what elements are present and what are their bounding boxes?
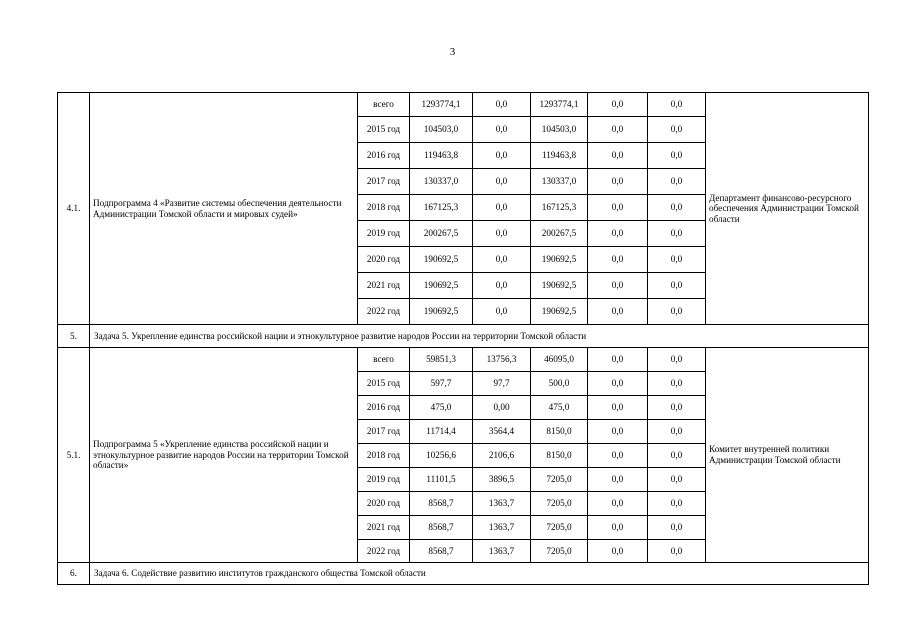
value-cell: 0,0: [473, 221, 531, 247]
value-cell: 0,0: [588, 492, 648, 516]
value-cell: 0,0: [588, 348, 648, 372]
value-cell: 0,0: [588, 221, 648, 247]
value-cell: 500,0: [531, 372, 588, 396]
period-cell: 2019 год: [358, 468, 410, 492]
value-cell: 0,0: [648, 468, 706, 492]
period-cell: 2016 год: [358, 396, 410, 420]
value-cell: 0,0: [588, 93, 648, 117]
value-cell: 0,0: [588, 273, 648, 299]
value-cell: 0,0: [648, 93, 706, 117]
value-cell: 2106,6: [473, 444, 531, 468]
value-cell: 0,0: [588, 247, 648, 273]
task-number: 6.: [58, 563, 90, 585]
responsible-department: Департамент финансово-ресурсного обеспечения Администрации Томской области: [706, 93, 869, 325]
period-cell: 2022 год: [358, 299, 410, 325]
value-cell: 11714,4: [410, 420, 473, 444]
value-cell: 0,0: [473, 143, 531, 169]
value-cell: 0,0: [588, 420, 648, 444]
period-cell: 2016 год: [358, 143, 410, 169]
value-cell: 0,0: [588, 444, 648, 468]
value-cell: 597,7: [410, 372, 473, 396]
value-cell: 0,0: [588, 195, 648, 221]
table-row: [58, 348, 869, 372]
value-cell: 130337,0: [410, 169, 473, 195]
value-cell: 8568,7: [410, 540, 473, 563]
value-cell: 190692,5: [410, 299, 473, 325]
value-cell: 7205,0: [531, 468, 588, 492]
period-cell: всего: [358, 93, 410, 117]
value-cell: 130337,0: [531, 169, 588, 195]
value-cell: 8150,0: [531, 444, 588, 468]
period-cell: 2021 год: [358, 273, 410, 299]
value-cell: 0,0: [473, 195, 531, 221]
value-cell: 0,0: [588, 169, 648, 195]
value-cell: 190692,5: [531, 273, 588, 299]
value-cell: 0,0: [473, 299, 531, 325]
value-cell: 0,0: [473, 273, 531, 299]
period-cell: 2018 год: [358, 444, 410, 468]
value-cell: 0,0: [588, 468, 648, 492]
table-row: [58, 93, 869, 117]
value-cell: 1293774,1: [410, 93, 473, 117]
period-cell: 2021 год: [358, 516, 410, 540]
value-cell: 0,0: [648, 195, 706, 221]
period-cell: 2020 год: [358, 492, 410, 516]
value-cell: 0,0: [648, 492, 706, 516]
value-cell: 200267,5: [410, 221, 473, 247]
value-cell: 97,7: [473, 372, 531, 396]
value-cell: 119463,8: [531, 143, 588, 169]
responsible-department: Комитет внутренней политики Администрации Томской области: [706, 348, 869, 563]
value-cell: 190692,5: [531, 247, 588, 273]
value-cell: 8568,7: [410, 492, 473, 516]
value-cell: 0,0: [588, 540, 648, 563]
value-cell: 7205,0: [531, 540, 588, 563]
value-cell: 1363,7: [473, 516, 531, 540]
value-cell: 0,0: [648, 372, 706, 396]
value-cell: 167125,3: [410, 195, 473, 221]
value-cell: 0,0: [473, 247, 531, 273]
value-cell: 167125,3: [531, 195, 588, 221]
period-cell: 2017 год: [358, 420, 410, 444]
value-cell: 104503,0: [410, 117, 473, 143]
value-cell: 3896,5: [473, 468, 531, 492]
value-cell: 1363,7: [473, 540, 531, 563]
period-cell: 2017 год: [358, 169, 410, 195]
value-cell: 0,0: [648, 169, 706, 195]
value-cell: 0,0: [473, 169, 531, 195]
value-cell: 1363,7: [473, 492, 531, 516]
subprogram-number: 4.1.: [58, 93, 90, 325]
value-cell: 3564,4: [473, 420, 531, 444]
value-cell: 0,0: [588, 396, 648, 420]
value-cell: 8150,0: [531, 420, 588, 444]
value-cell: 7205,0: [531, 516, 588, 540]
value-cell: 0,0: [588, 516, 648, 540]
subprogram-number: 5.1.: [58, 348, 90, 563]
value-cell: 475,0: [410, 396, 473, 420]
value-cell: 0,00: [473, 396, 531, 420]
value-cell: 104503,0: [531, 117, 588, 143]
period-cell: 2015 год: [358, 372, 410, 396]
task-row: [58, 563, 869, 585]
period-cell: 2022 год: [358, 540, 410, 563]
value-cell: 13756,3: [473, 348, 531, 372]
value-cell: 1293774,1: [531, 93, 588, 117]
value-cell: 0,0: [473, 93, 531, 117]
period-cell: 2020 год: [358, 247, 410, 273]
value-cell: 0,0: [648, 348, 706, 372]
value-cell: 7205,0: [531, 492, 588, 516]
period-cell: 2015 год: [358, 117, 410, 143]
value-cell: 0,0: [648, 299, 706, 325]
value-cell: 0,0: [648, 444, 706, 468]
task-title: Задача 6. Содействие развитию институтов гражданского общества Томской области: [90, 563, 869, 585]
subprogram-title: Подпрограмма 4 «Развитие системы обеспечения деятельности Администрации Томской области и мировых судей»: [90, 93, 358, 325]
value-cell: 59851,3: [410, 348, 473, 372]
value-cell: 0,0: [588, 143, 648, 169]
value-cell: 10256,6: [410, 444, 473, 468]
value-cell: 46095,0: [531, 348, 588, 372]
subprogram-title: Подпрограмма 5 «Укрепление единства российской нации и этнокультурное развитие народов России на территории Томской области»: [90, 348, 358, 563]
value-cell: 200267,5: [531, 221, 588, 247]
value-cell: 0,0: [648, 540, 706, 563]
value-cell: 190692,5: [410, 247, 473, 273]
value-cell: 0,0: [648, 273, 706, 299]
value-cell: 475,0: [531, 396, 588, 420]
value-cell: 0,0: [588, 299, 648, 325]
value-cell: 11101,5: [410, 468, 473, 492]
value-cell: 190692,5: [531, 299, 588, 325]
task-title: Задача 5. Укрепление единства российской нации и этнокультурное развитие народов России на территории Томской области: [90, 325, 869, 348]
period-cell: 2019 год: [358, 221, 410, 247]
value-cell: 0,0: [588, 117, 648, 143]
budget-table: [57, 92, 869, 585]
value-cell: 0,0: [648, 516, 706, 540]
value-cell: 0,0: [648, 143, 706, 169]
value-cell: 0,0: [473, 117, 531, 143]
task-row: [58, 325, 869, 348]
value-cell: 0,0: [588, 372, 648, 396]
task-number: 5.: [58, 325, 90, 348]
period-cell: 2018 год: [358, 195, 410, 221]
value-cell: 119463,8: [410, 143, 473, 169]
value-cell: 8568,7: [410, 516, 473, 540]
value-cell: 0,0: [648, 221, 706, 247]
period-cell: всего: [358, 348, 410, 372]
value-cell: 0,0: [648, 420, 706, 444]
value-cell: 0,0: [648, 117, 706, 143]
value-cell: 0,0: [648, 247, 706, 273]
value-cell: 0,0: [648, 396, 706, 420]
page-number: 3: [449, 46, 456, 58]
value-cell: 190692,5: [410, 273, 473, 299]
